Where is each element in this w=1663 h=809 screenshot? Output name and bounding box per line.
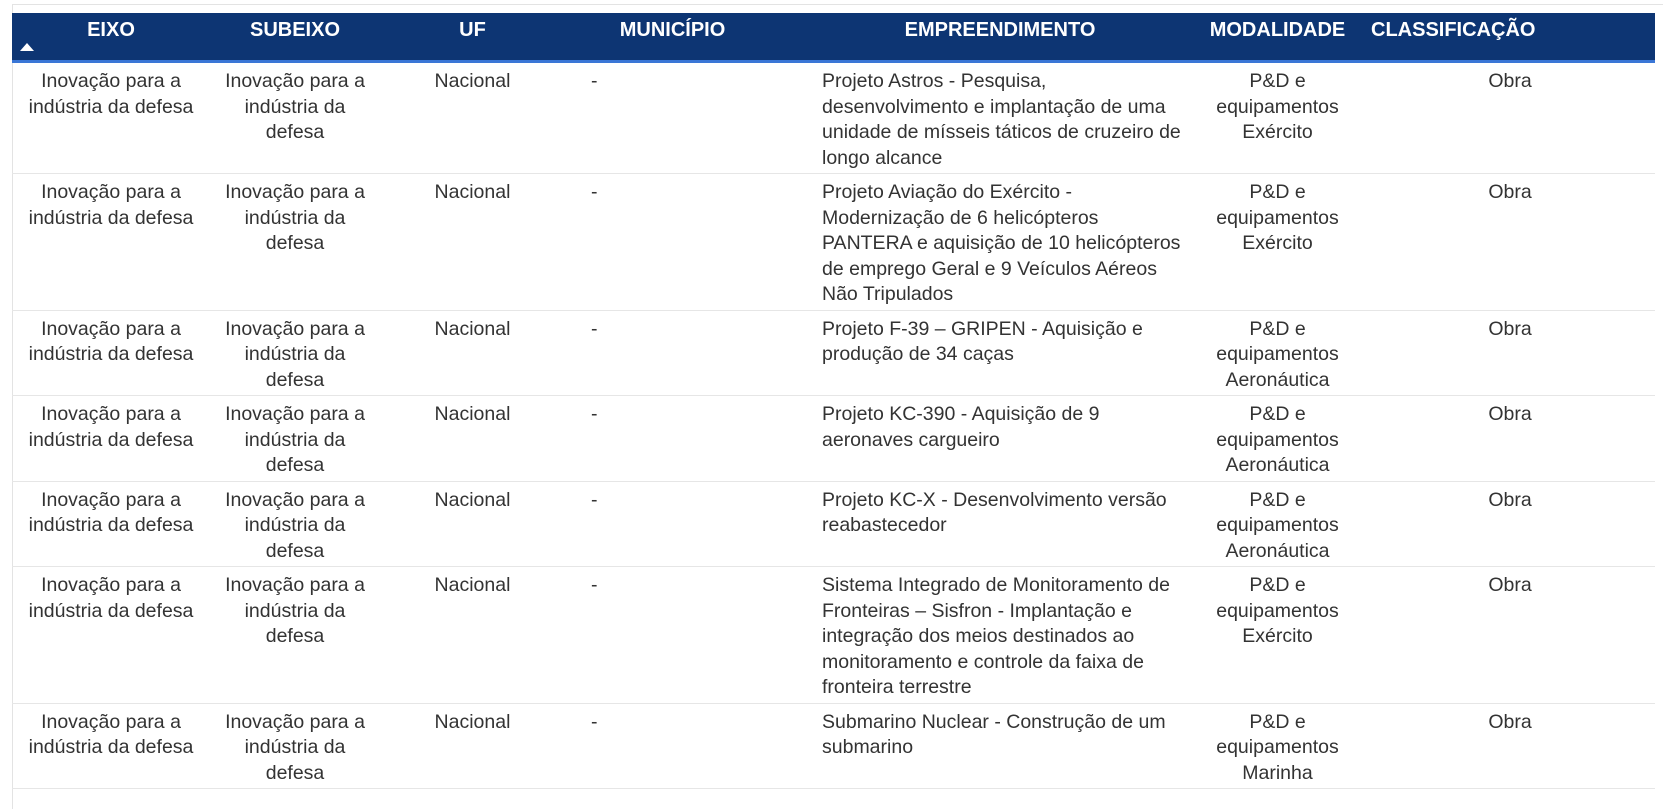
- column-header-label: MUNICÍPIO: [619, 19, 726, 41]
- table-row[interactable]: [12, 567, 1655, 704]
- cell-empreendimento: Sistema Integrado de Monitoramento de Fronteiras – Sisfron - Implantação e integração dos meios destinados ao monitoramento e controle da faixa de fronteira terrestre: [810, 567, 1190, 704]
- header-row: [12, 13, 1655, 62]
- cell-empreendimento: Projeto KC-X - Desenvolvimento versão reabastecedor: [810, 481, 1190, 567]
- cell-uf: Nacional: [380, 567, 565, 704]
- column-header-modalidade[interactable]: [1190, 13, 1365, 62]
- cell-eixo: Inovação para a indústria da defesa: [12, 174, 210, 311]
- column-header-label: UF: [459, 19, 486, 41]
- table-header: [12, 13, 1655, 62]
- column-header-uf[interactable]: [380, 13, 565, 62]
- cell-eixo: Inovação para a indústria da defesa: [12, 703, 210, 789]
- table-row[interactable]: [12, 396, 1655, 482]
- cell-modalidade: P&D e equipamentos Exército: [1190, 174, 1365, 311]
- cell-modalidade: P&D e equipamentos Aeronáutica: [1190, 481, 1365, 567]
- cell-modalidade: P&D e equipamentos Exército: [1190, 62, 1365, 174]
- cell-municipio: -: [565, 174, 810, 311]
- cell-empreendimento: Submarino Nuclear - Construção de um submarino: [810, 703, 1190, 789]
- cell-classificacao: Obra: [1365, 62, 1655, 174]
- column-header-label: CLASSIFICAÇÃO: [1371, 19, 1536, 41]
- column-header-eixo[interactable]: [12, 13, 210, 62]
- cell-modalidade: P&D e equipamentos Marinha: [1190, 703, 1365, 789]
- table-row[interactable]: [12, 481, 1655, 567]
- cell-modalidade: P&D e equipamentos Aeronáutica: [1190, 310, 1365, 396]
- cell-empreendimento: Projeto KC-390 - Aquisição de 9 aeronaves cargueiro: [810, 396, 1190, 482]
- cell-municipio: -: [565, 62, 810, 174]
- cell-classificacao: Obra: [1365, 174, 1655, 311]
- cell-uf: Nacional: [380, 396, 565, 482]
- table-body: [12, 62, 1655, 789]
- cell-eixo: Inovação para a indústria da defesa: [12, 396, 210, 482]
- cell-subeixo: Inovação para a indústria da defesa: [210, 567, 380, 704]
- cell-classificacao: Obra: [1365, 310, 1655, 396]
- column-header-label: MODALIDADE: [1209, 19, 1346, 41]
- projects-table: [12, 13, 1655, 789]
- cell-eixo: Inovação para a indústria da defesa: [12, 567, 210, 704]
- column-header-subeixo[interactable]: [210, 13, 380, 62]
- cell-classificacao: Obra: [1365, 481, 1655, 567]
- cell-municipio: -: [565, 481, 810, 567]
- cell-eixo: Inovação para a indústria da defesa: [12, 310, 210, 396]
- cell-eixo: Inovação para a indústria da defesa: [12, 62, 210, 174]
- column-header-municipio[interactable]: [565, 13, 810, 62]
- cell-modalidade: P&D e equipamentos Exército: [1190, 567, 1365, 704]
- cell-classificacao: Obra: [1365, 703, 1655, 789]
- cell-uf: Nacional: [380, 481, 565, 567]
- cell-classificacao: Obra: [1365, 396, 1655, 482]
- table-row[interactable]: [12, 703, 1655, 789]
- cell-subeixo: Inovação para a indústria da defesa: [210, 481, 380, 567]
- cell-subeixo: Inovação para a indústria da defesa: [210, 62, 380, 174]
- cell-municipio: -: [565, 567, 810, 704]
- cell-classificacao: Obra: [1365, 567, 1655, 704]
- cell-empreendimento: Projeto Aviação do Exército - Modernização de 6 helicópteros PANTERA e aquisição de 10 helicópteros de emprego Geral e 9 Veículos Aéreos Não Tripulados: [810, 174, 1190, 311]
- column-header-label: SUBEIXO: [249, 19, 341, 41]
- column-header-label: EIXO: [87, 19, 135, 41]
- cell-subeixo: Inovação para a indústria da defesa: [210, 703, 380, 789]
- cell-uf: Nacional: [380, 174, 565, 311]
- cell-uf: Nacional: [380, 703, 565, 789]
- cell-empreendimento: Projeto Astros - Pesquisa, desenvolvimento e implantação de uma unidade de mísseis táticos de cruzeiro de longo alcance: [810, 62, 1190, 174]
- column-header-empreendimento[interactable]: [810, 13, 1190, 62]
- caret-up-icon: [20, 43, 34, 51]
- table-row[interactable]: [12, 62, 1655, 174]
- table-row[interactable]: [12, 174, 1655, 311]
- cell-eixo: Inovação para a indústria da defesa: [12, 481, 210, 567]
- cell-municipio: -: [565, 396, 810, 482]
- cell-subeixo: Inovação para a indústria da defesa: [210, 174, 380, 311]
- column-header-label: EMPREENDIMENTO: [904, 19, 1096, 41]
- cell-subeixo: Inovação para a indústria da defesa: [210, 396, 380, 482]
- cell-municipio: -: [565, 703, 810, 789]
- cell-municipio: -: [565, 310, 810, 396]
- cell-empreendimento: Projeto F-39 – GRIPEN - Aquisição e produção de 34 caças: [810, 310, 1190, 396]
- column-header-classificacao[interactable]: [1365, 13, 1655, 62]
- cell-modalidade: P&D e equipamentos Aeronáutica: [1190, 396, 1365, 482]
- cell-uf: Nacional: [380, 62, 565, 174]
- table-row[interactable]: [12, 310, 1655, 396]
- cell-uf: Nacional: [380, 310, 565, 396]
- cell-subeixo: Inovação para a indústria da defesa: [210, 310, 380, 396]
